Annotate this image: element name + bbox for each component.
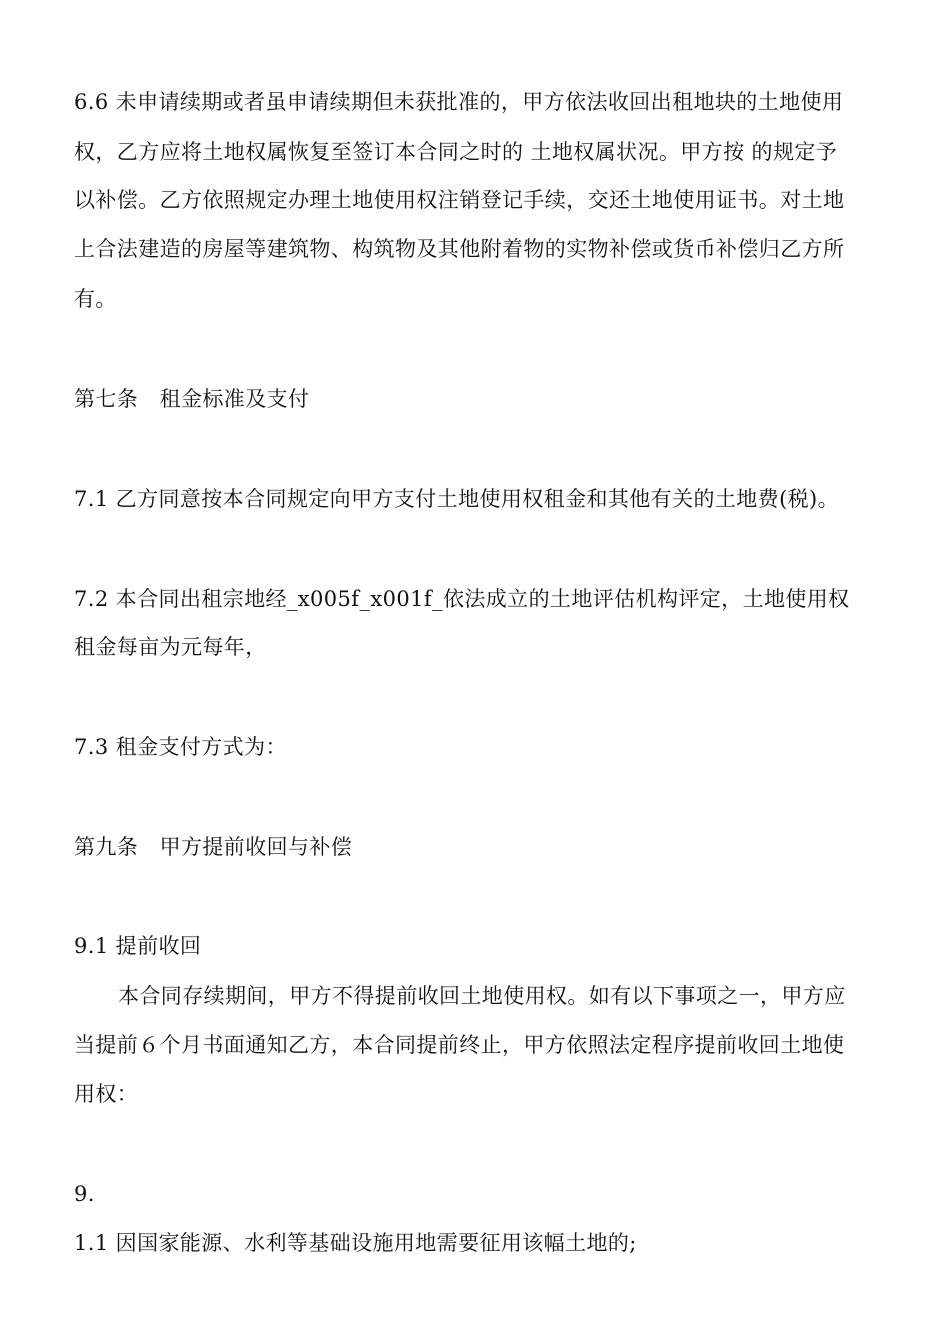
clause-6-6-line-5: 有。 [74,287,117,311]
clause-6-6-line-1: 6.6 未申请续期或者虽申请续期但未获批准的，甲方依法收回出租地块的土地使用 [74,90,844,114]
clause-7-2-line-1: 7.2 本合同出租宗地经_x005f_x001f_依法成立的土地评估机构评定，土地使用权 [74,587,850,611]
clause-7-2-line-2: 租金每亩为元每年， [74,635,267,659]
clause-1-1: 1.1 因国家能源、水利等基础设施用地需要征用该幅土地的; [74,1231,637,1255]
article-7-heading: 第七条 租金标准及支付 [74,387,310,411]
clause-6-6-line-4: 上合法建造的房屋等建筑物、构筑物及其他附着物的实物补偿或货币补偿归乙方所 [74,237,845,261]
clause-6-6-line-3: 以补偿。乙方依照规定办理土地使用权注销登记手续，交还土地使用证书。对土地 [74,188,845,212]
clause-9-1-title: 9.1 提前收回 [74,934,202,958]
clause-9-1-body-line-3: 用权： [74,1082,139,1106]
clause-9-1-body-line-2: 当提前６个月书面通知乙方，本合同提前终止，甲方依照法定程序提前收回土地使 [74,1033,845,1057]
clause-7-1: 7.1 乙方同意按本合同规定向甲方支付土地使用权租金和其他有关的土地费(税)。 [74,487,840,511]
article-9-heading: 第九条 甲方提前收回与补偿 [74,835,353,859]
clause-9-label: 9. [74,1182,95,1206]
clause-7-3: 7.3 租金支付方式为： [74,735,287,759]
clause-9-1-body-line-1: 本合同存续期间，甲方不得提前收回土地使用权。如有以下事项之一，甲方应 [118,984,846,1008]
clause-6-6-line-2: 权，乙方应将土地权属恢复至签订本合同之时的 土地权属状况。甲方按 的规定予 [74,140,838,164]
